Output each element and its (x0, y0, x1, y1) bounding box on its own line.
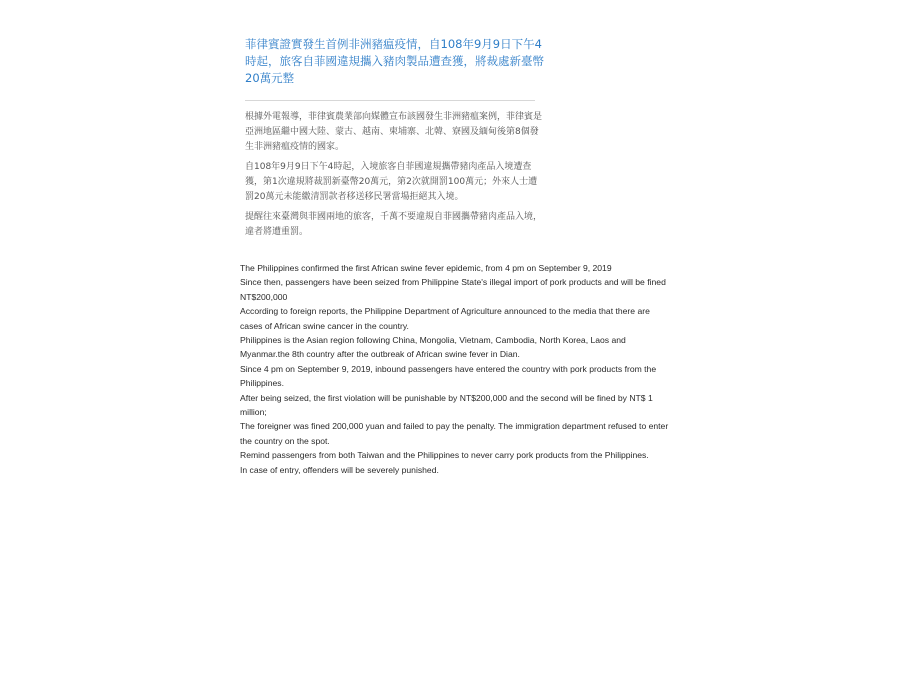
notice-title: 菲律賓證實發生首例非洲豬瘟疫情，自108年9月9日下午4時起，旅客自菲國違規攜入豬肉製品遭查獲，將裁處新臺幣20萬元整 (245, 37, 544, 85)
english-translation (240, 261, 670, 477)
chinese-notice (245, 36, 545, 245)
notice-paragraph: 自108年9月9日下午4時起，入境旅客自菲國違規攜帶豬肉產品入境遭查獲，第1次違規將裁罰新臺幣20萬元，第2次就開罰100萬元；外來人士遭罰20萬元未能繳清罰款者移送移民署當場拒絕其入境。 (245, 162, 538, 202)
translation-line: Since 4 pm on September 9, 2019, inbound passengers have entered the country with pork products from the Philippines. (240, 363, 657, 389)
translation-line: According to foreign reports, the Philippine Department of Agriculture announced to the media that there are cases of African swine cancer in the country. (240, 306, 650, 331)
title-divider (245, 100, 535, 101)
translation-line: Remind passengers from both Taiwan and the Philippines to never carry pork products from the Philippines. (240, 450, 649, 461)
translation-line: Philippines is the Asian region following China, Mongolia, Vietnam, Cambodia, North Korea, Laos and Myanmar.the 8th country after the outbreak of African swine fever in Dian. (240, 335, 626, 360)
notice-paragraph: 根據外電報導，菲律賓農業部向媒體宣布該國發生非洲豬瘟案例，菲律賓是亞洲地區繼中國大陸、蒙古、越南、柬埔寨、北韓、寮國及緬甸後第8個發生非洲豬瘟疫情的國家。 (245, 112, 543, 152)
translation-line: Since then, passengers have been seized from Philippine State's illegal import of pork products and will be fined NT$200,000 (240, 277, 666, 302)
translation-line: The foreigner was fined 200,000 yuan and failed to pay the penalty. The immigration department refused to enter the country on the spot. (240, 421, 669, 446)
notice-paragraph: 提醒往來臺灣與菲國兩地的旅客，千萬不要違規自菲國攜帶豬肉產品入境，違者將遭重罰。 (245, 212, 543, 237)
translation-line: The Philippines confirmed the first African swine fever epidemic, from 4 pm on September 9, 2019 (240, 263, 612, 273)
translation-line: After being seized, the first violation will be punishable by NT$200,000 and the second will be fined by NT$ 1 million; (240, 392, 653, 418)
translation-line: In case of entry, offenders will be severely punished. (240, 464, 439, 475)
